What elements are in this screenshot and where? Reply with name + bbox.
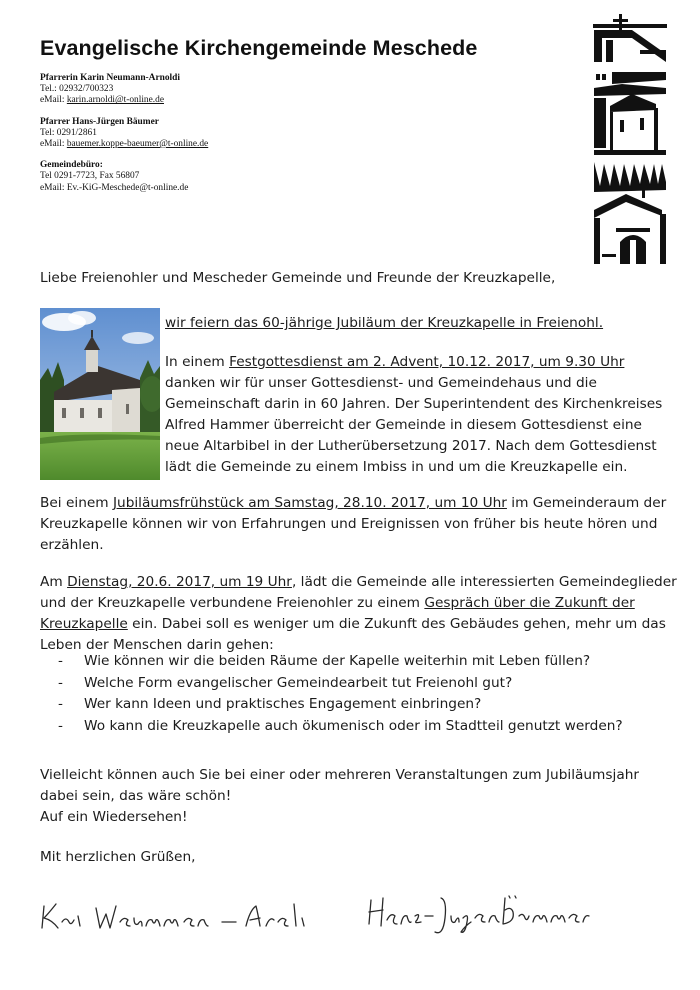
contact-block <box>40 73 440 204</box>
para-text: In einem <box>165 354 230 370</box>
contact-email-line <box>40 139 440 150</box>
closing-paragraph <box>40 765 639 828</box>
fruehstueck-date: Jubiläumsfrühstück am Samstag, 28.10. 2017, um 10 Uhr <box>112 495 507 511</box>
para-line <box>165 352 662 373</box>
para-line: Gemeinschaft darin in 60 Jahren. Der Superintendent des Kirchenkreises <box>165 396 663 412</box>
para-line: Leben der Menschen darin gehen: <box>40 637 274 653</box>
contact-name: Gemeindebüro: <box>40 160 103 171</box>
bullet-dash: - <box>58 653 63 669</box>
list-item <box>58 718 623 740</box>
jubilee-heading <box>165 313 603 334</box>
contact-gemeindebuero <box>40 160 440 194</box>
contact-pfarrer <box>40 117 440 151</box>
bullet-dash: - <box>58 696 63 712</box>
contact-email-line <box>40 183 440 194</box>
gespraech-topic: Kreuzkapelle <box>40 616 128 632</box>
email-link[interactable]: bauemer.koppe-baeumer@t-online.de <box>66 139 209 150</box>
greeting: Liebe Freienohler und Mescheder Gemeinde und Freunde der Kreuzkapelle, <box>40 270 556 286</box>
para-text: Am <box>40 574 68 590</box>
gespraech-topic: Gespräch über die Zukunft der <box>424 595 635 611</box>
festgottesdienst-date: Festgottesdienst am 2. Advent, 10.12. 2017, um 9.30 Uhr <box>229 354 625 370</box>
contact-pfarrerin <box>40 73 440 107</box>
paragraph-festgottesdienst <box>165 352 662 478</box>
signature-right <box>365 888 595 940</box>
para-line: Alfred Hammer überreicht der Gemeinde in diesem Gottesdienst eine <box>165 417 642 433</box>
list-item <box>58 696 623 718</box>
para-line <box>40 572 677 593</box>
para-line: danken wir für unser Gottesdienst- und Gemeindehaus und die <box>165 375 597 391</box>
paragraph-fruehstueck <box>40 493 666 556</box>
question-text: Wo kann die Kreuzkapelle auch ökumenisch oder im Stadtteil genutzt werden? <box>84 717 623 734</box>
bullet-dash: - <box>58 674 63 691</box>
para-line: dabei sein, das wäre schön! <box>40 788 232 804</box>
gespraech-date: Dienstag, 20.6. 2017, um 19 Uhr <box>67 574 292 590</box>
email-label: eMail: <box>40 182 67 193</box>
jubilee-heading-text: wir feiern das 60-jährige Jubiläum der Kreuzkapelle in Freienohl. <box>165 315 604 331</box>
para-line: Vielleicht können auch Sie bei einer oder mehreren Veranstaltungen zum Jubiläumsjahr <box>40 767 640 783</box>
question-text: Welche Form evangelischer Gemeindearbeit tut Freienohl gut? <box>84 674 513 691</box>
contact-phone-fax: Tel 0291-7723, Fax 56807 <box>40 171 140 182</box>
email-link[interactable]: karin.arnoldi@t-online.de <box>66 95 164 106</box>
bullet-dash: - <box>58 717 63 734</box>
letter-title: Evangelische Kirchengemeinde Meschede <box>40 36 478 60</box>
question-text: Wer kann Ideen und praktisches Engagement einbringen? <box>84 696 482 712</box>
para-text: , lädt die Gemeinde alle interessierten Gemeindeglieder <box>291 574 677 590</box>
para-text: ein. Dabei soll es weniger um die Zukunft des Gebäudes gehen, mehr um das <box>127 616 666 632</box>
para-line: erzählen. <box>40 537 104 553</box>
regards-line: Mit herzlichen Grüßen, <box>40 849 196 865</box>
contact-name: Pfarrer Hans-Jürgen Bäumer <box>40 116 159 127</box>
contact-phone: Tel.: 02932/700323 <box>40 84 114 95</box>
list-item <box>58 675 623 697</box>
paragraph-gespraech <box>40 572 677 656</box>
list-item <box>58 653 623 675</box>
email-label: eMail: <box>40 95 67 106</box>
para-text: und der Kreuzkapelle verbundene Freienohler zu einem <box>40 595 425 611</box>
question-list <box>58 653 623 739</box>
email-address: Ev.-KiG-Meschede@t-online.de <box>66 182 189 193</box>
para-line: lädt die Gemeinde zu einem Imbiss in und um die Kreuzkapelle ein. <box>165 459 628 475</box>
chapel-photo <box>40 308 160 480</box>
contact-email-line <box>40 95 440 106</box>
para-line <box>40 593 677 614</box>
signature-left <box>38 892 313 936</box>
para-line: Auf ein Wiedersehen! <box>40 809 188 825</box>
contact-name: Pfarrerin Karin Neumann-Arnoldi <box>40 73 180 83</box>
para-text: im Gemeinderaum der <box>506 495 667 511</box>
para-line: neue Altarbibel in der Lutherübersetzung 2017. Nach dem Gottesdienst <box>165 438 657 454</box>
para-line <box>40 614 677 635</box>
church-woodcut-image <box>592 14 668 264</box>
para-line <box>40 493 666 514</box>
email-label: eMail: <box>40 139 67 150</box>
contact-phone: Tel: 0291/2861 <box>40 127 97 138</box>
question-text: Wie können wir die beiden Räume der Kapelle weiterhin mit Leben füllen? <box>84 653 591 669</box>
para-text: Bei einem <box>40 495 113 511</box>
para-line: Kreuzkapelle können wir von Erfahrungen und Ereignissen von früher bis heute hören und <box>40 516 658 532</box>
